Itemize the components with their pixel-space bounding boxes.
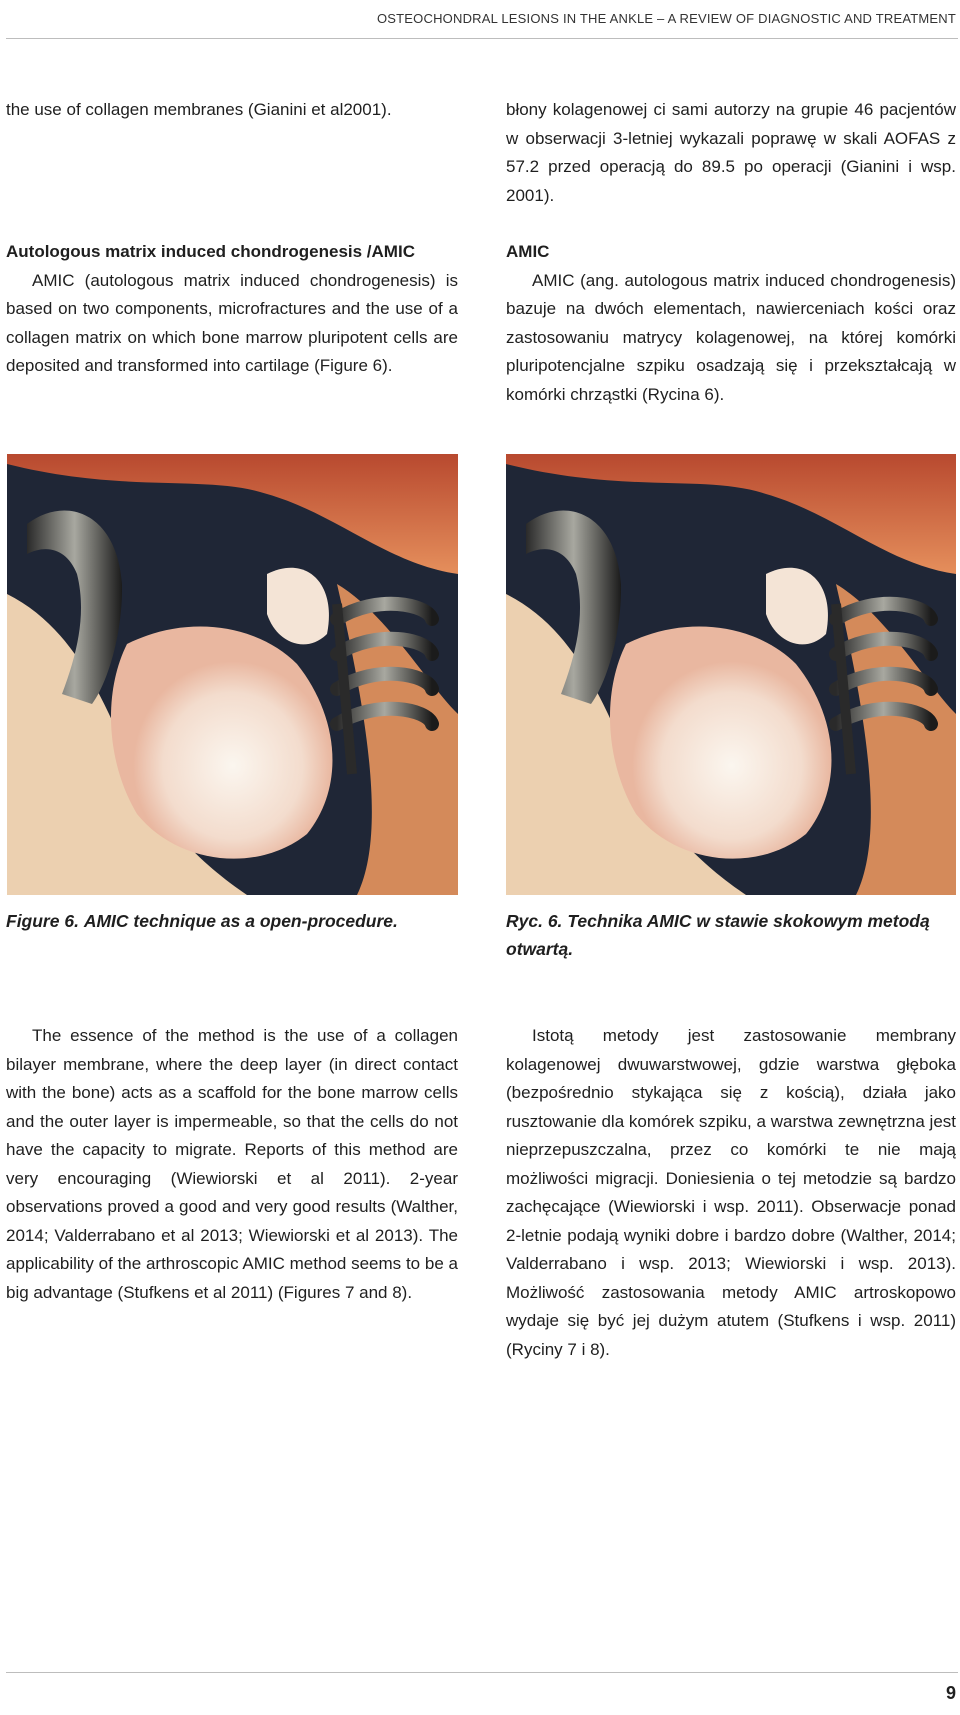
footer-rule [6,1672,958,1673]
left-section-amic [6,238,458,381]
right-paragraph-3: Istotą metody jest zastosowanie membrany kolagenowej dwuwarstwowej, gdzie warstwa głęboka (bezpośrednio stykająca się z kością), działa jako rusztowanie dla komórek szpiku, a warstwa zewnętrzna jest nieprzepuszczalna, przez co komórki te nie mają możliwości migracji. Doniesienia o tej metodzie są bardzo zachęcające (Wiewiorski i wsp. 2011). Obserwacje ponad 2-letnie podają wyniki dobre i bardzo dobre (Walther, 2014; Valderrabano i wsp. 2013; Wiewiorski i wsp. 2013). Możliwość zastosowania metody AMIC artroskopowo wydaje się być jej dużym atutem (Stufkens i wsp. 2011) (Ryciny 7 i 8). [506,1026,956,1359]
figure-6-photo-left [7,454,458,895]
left-paragraph-1: the use of collagen membranes (Gianini et al2001). [6,100,392,119]
left-paragraph-3: The essence of the method is the use of a collagen bilayer membrane, where the deep layer (in direct contact with the bone) acts as a scaffold for the bone marrow cells and the outer layer is impermeable, so that the cells do not have the capacity to migrate. Reports of this method are very encouraging (Wiewiorski et al 2011). 2-year observations proved a good and very good results (Walther, 2014; Valderrabano et al 2013; Wiewiorski et al 2013). The applicability of the arthroscopic AMIC method seems to be a big advantage (Stufkens et al 2011) (Figures 7 and 8). [6,1026,458,1302]
header-rule [6,38,958,39]
right-paragraph-2: AMIC (ang. autologous matrix induced chondrogenesis) bazuje na dwóch elementach, nawierceniach kości oraz zastosowaniu matrycy kolagenowej, na której komórki pluripotencjalne szpiku osadzają się i przekształcają w komórki chrząstki (Rycina 6). [506,270,956,404]
section-heading-en: Autologous matrix induced chondrogenesis /AMIC [6,242,415,261]
figure-6-caption-pl: Ryc. 6. Technika AMIC w stawie skokowym metodą otwartą. [506,911,930,959]
surgical-photo-image [7,454,458,895]
left-paragraph-2: AMIC (autologous matrix induced chondrogenesis) is based on two components, microfractures and the use of a collagen matrix on which bone marrow pluripotent cells are deposited and transformed into cartilage (Figure 6). [6,270,458,375]
surgical-photo-image [506,454,956,895]
figure-6-photo-right [506,454,956,895]
section-heading-pl: AMIC [506,242,550,261]
figure-6-caption-en: Figure 6. AMIC technique as a open-procedure. [6,911,398,931]
running-head: OSTEOCHONDRAL LESIONS IN THE ANKLE – A REVIEW OF DIAGNOSTIC AND TREATMENT [376,10,956,26]
right-section-amic [506,238,956,409]
page-number: 9 [945,1683,956,1703]
right-paragraph-1: błony kolagenowej ci sami autorzy na grupie 46 pacjentów w obserwacji 3-letniej wykazali poprawę w skali AOFAS z 57.2 przed operacją do 89.5 po operacji (Gianini i wsp. 2001). [506,100,956,205]
